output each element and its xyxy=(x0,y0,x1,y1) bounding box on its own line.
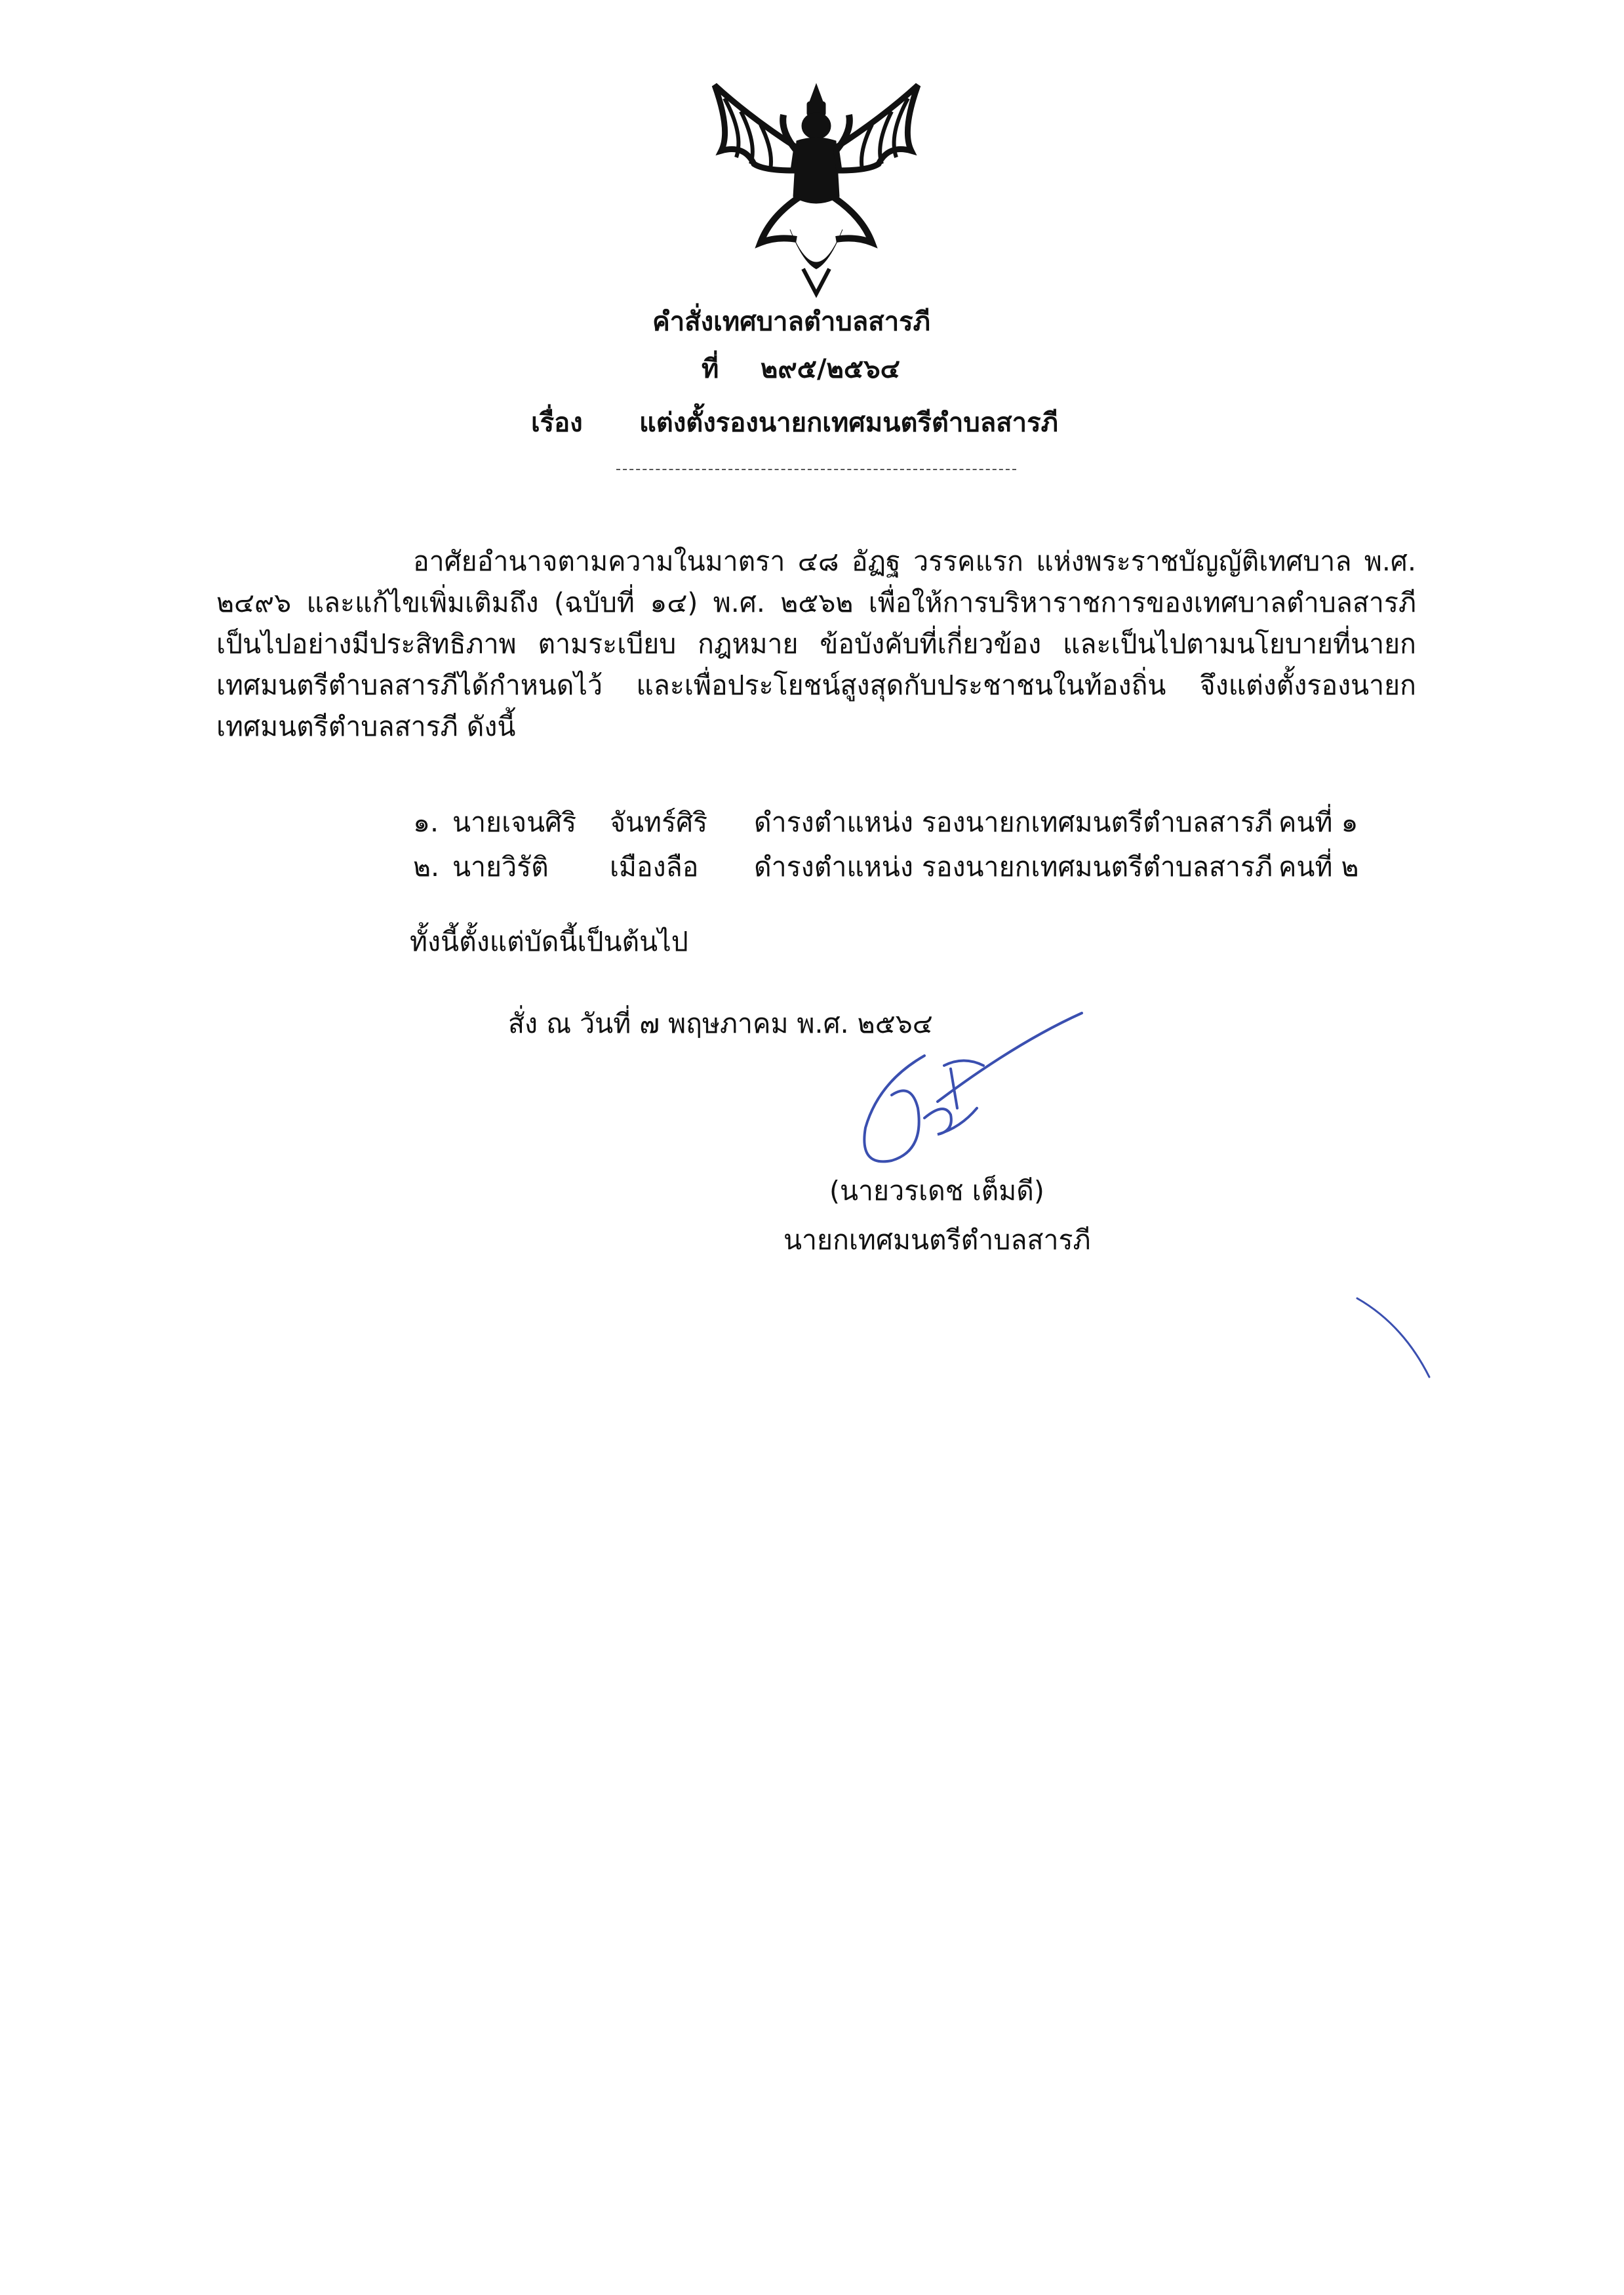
signer-name: (นายวรเดช เต็มดี) xyxy=(829,1175,1044,1207)
appointee-last-name: จันทร์ศิริ xyxy=(610,807,708,838)
order-number: ๒๙๕/๒๕๖๔ xyxy=(761,354,900,384)
order-title: คำสั่งเทศบาลตำบลสารภี xyxy=(652,307,931,337)
header-separator xyxy=(616,469,1016,470)
appointee-rank: คนที่ ๑ xyxy=(1278,807,1358,838)
body-paragraph xyxy=(216,541,1416,748)
appointee-first-name: นายวิรัติ xyxy=(452,851,549,883)
garuda-emblem-icon xyxy=(705,72,928,298)
stray-pen-mark xyxy=(1351,1285,1456,1390)
order-number-label: ที่ xyxy=(702,354,719,384)
appointee-position: ดำรงตำแหน่ง รองนายกเทศมนตรีตำบลสารภี xyxy=(754,851,1273,883)
body-paragraph-text: อาศัยอำนาจตามความในมาตรา ๔๘ อัฏฐ วรรคแรก แห่งพระราชบัญญัติเทศบาล พ.ศ. ๒๔๙๖ และแก้ไขเพิ่มเติมถึง (ฉบับที่ ๑๔) พ.ศ. ๒๕๖๒ เพื่อให้การบริหาราชการของเทศบาลตำบลสารภี เป็นไปอย่างมีประสิทธิภาพ ตามระเบียบ กฎหมาย ข้อบังคับที่เกี่ยวข้อง และเป็นไปตามนโยบายที่นายกเทศมนตรีตำบลสารภีได้กำหนดไว้ และเพื่อประโยชน์สูงสุดกับประชาชนในท้องถิ่น จึงแต่งตั้งรองนายกเทศมนตรีตำบลสารภี ดังนี้ xyxy=(216,546,1416,742)
signer-title: นายกเทศมนตรีตำบลสารภี xyxy=(783,1224,1091,1256)
appointee-number: ๑. xyxy=(413,807,439,838)
effective-statement: ทั้งนี้ตั้งแต่บัดนี้เป็นต้นไป xyxy=(410,926,688,957)
appointee-number: ๒. xyxy=(413,851,440,883)
order-date-line: สั่ง ณ วันที่ ๗ พฤษภาคม พ.ศ. ๒๕๖๔ xyxy=(508,1008,933,1039)
appointee-first-name: นายเจนศิริ xyxy=(452,807,577,838)
subject-text: แต่งตั้งรองนายกเทศมนตรีตำบลสารภี xyxy=(639,408,1058,438)
subject-label: เรื่อง xyxy=(531,408,583,438)
appointee-last-name: เมืองลือ xyxy=(610,851,699,883)
appointee-rank: คนที่ ๒ xyxy=(1278,851,1359,883)
appointee-position: ดำรงตำแหน่ง รองนายกเทศมนตรีตำบลสารภี xyxy=(754,807,1273,838)
